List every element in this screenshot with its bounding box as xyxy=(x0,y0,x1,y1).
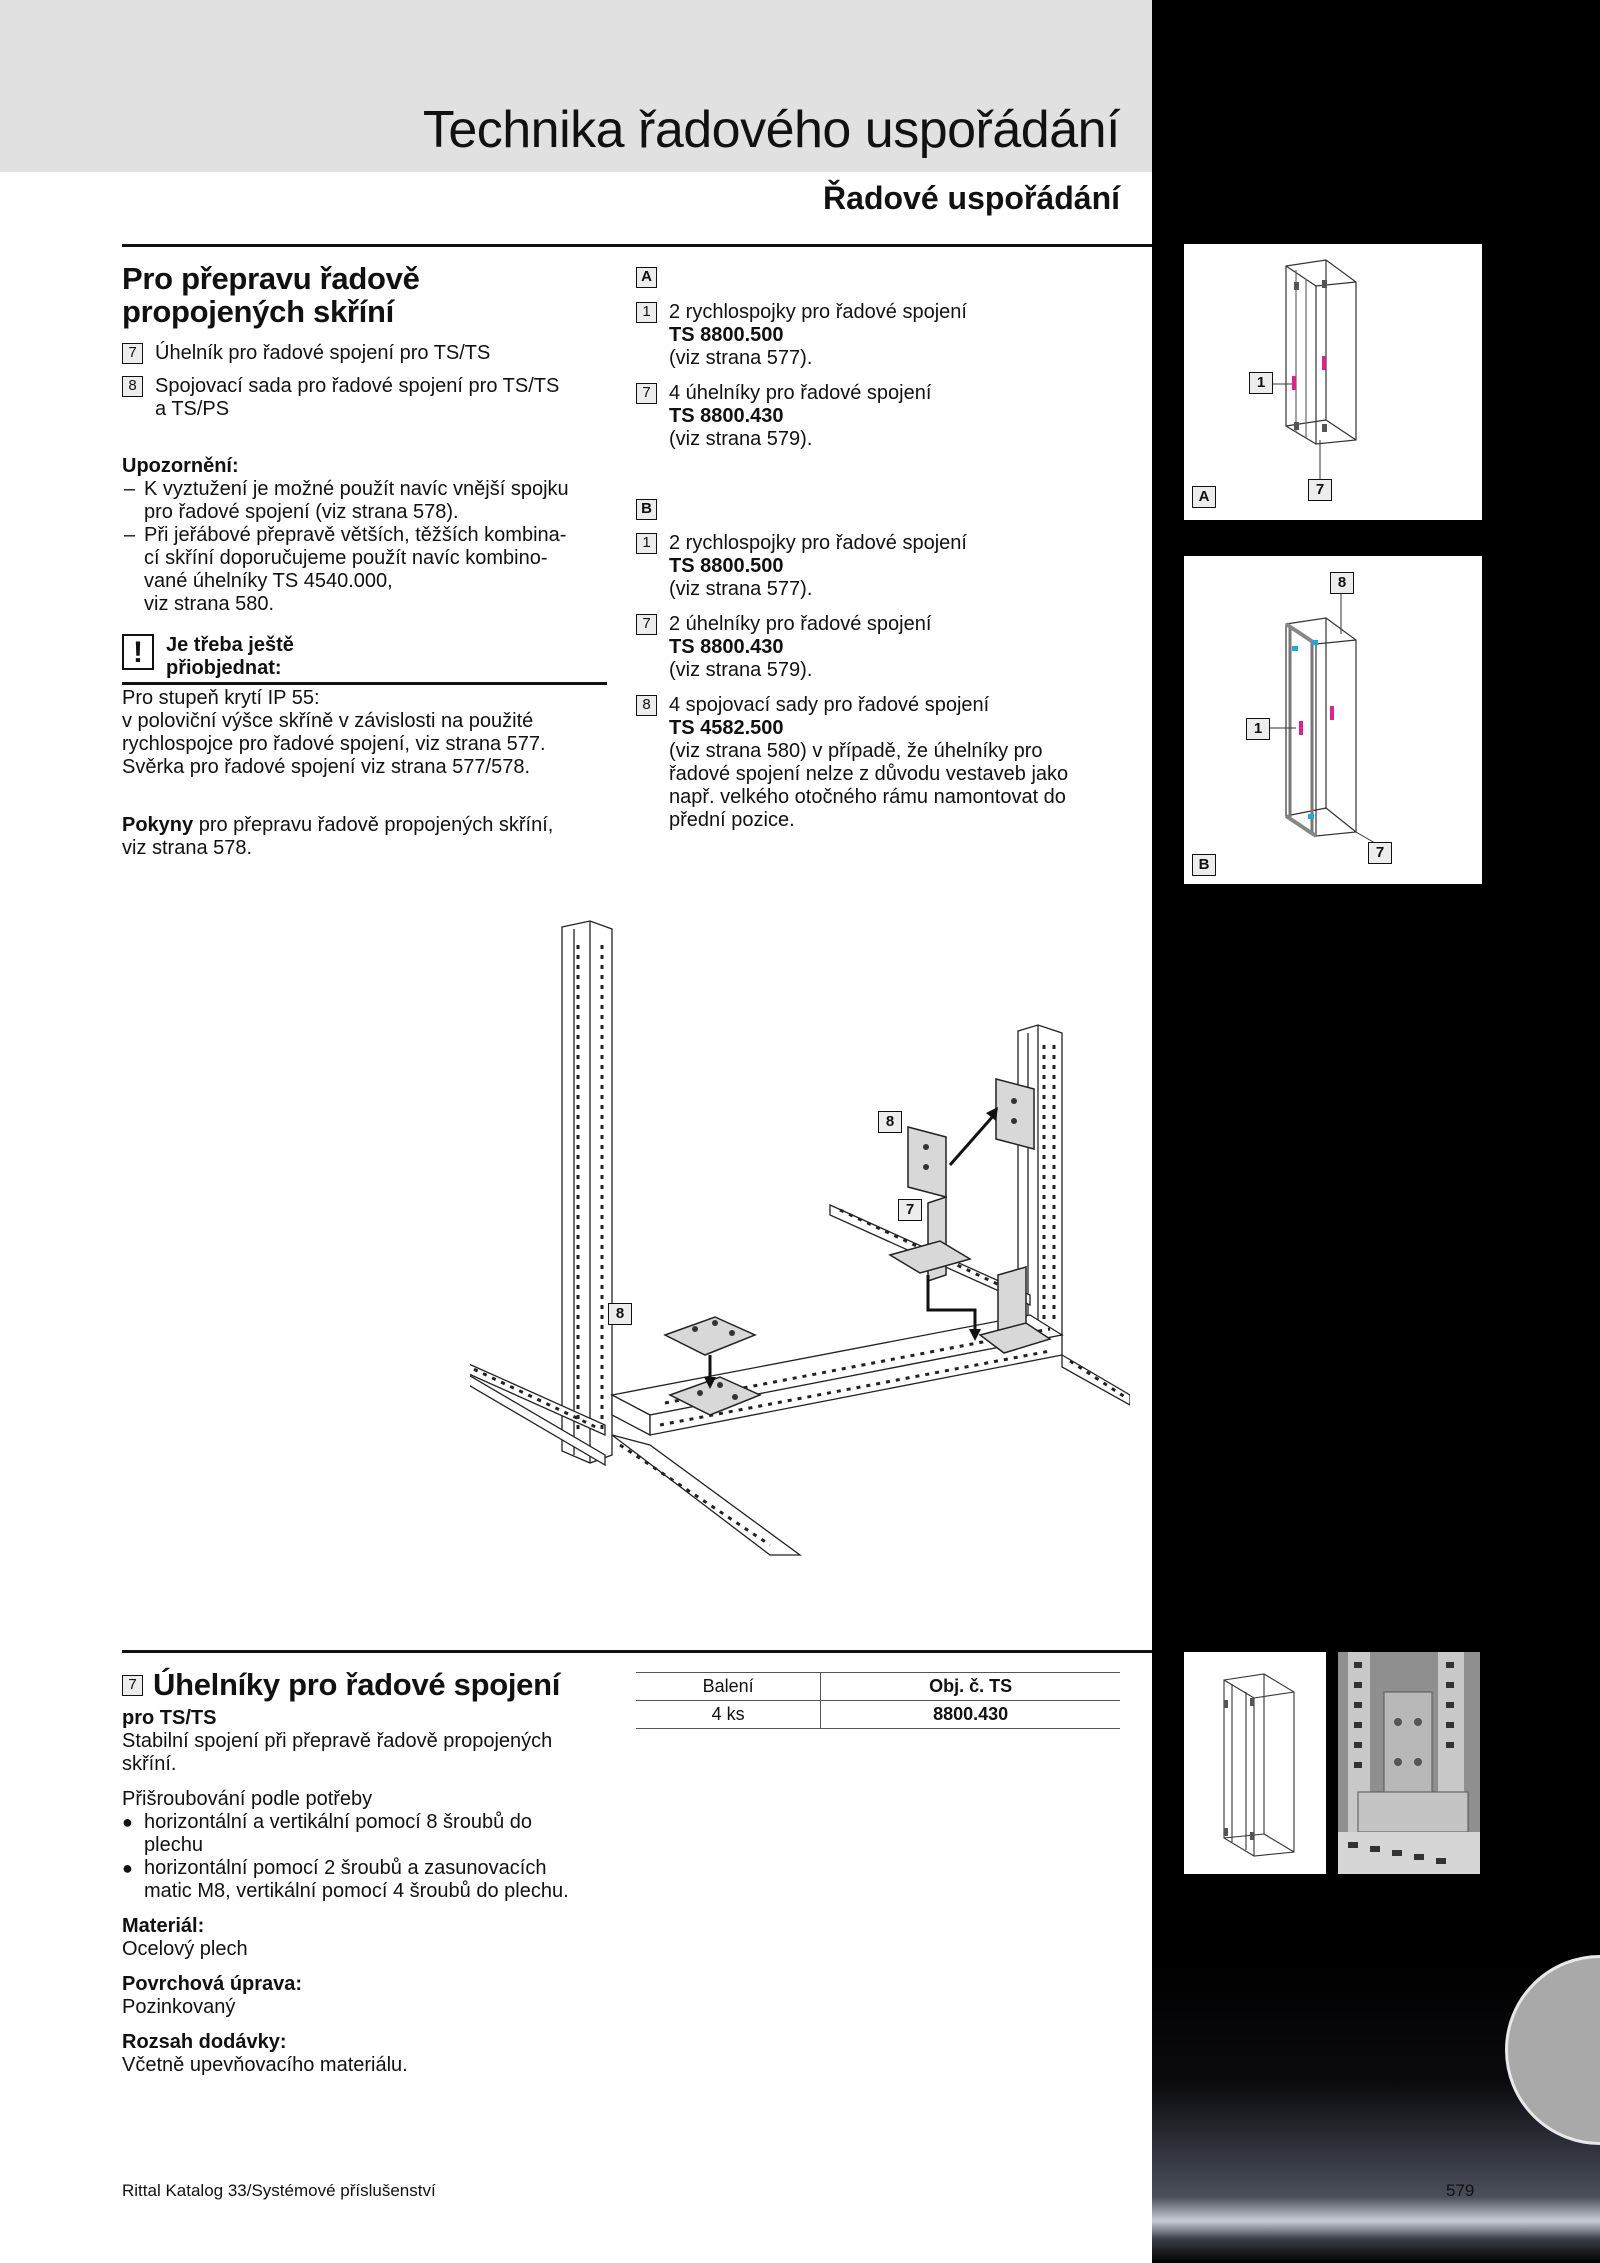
ip-text: Pro stupeň krytí IP 55: v poloviční výšce skříně v závislosti na použité rychlospojce pro řadové spojení, viz strana 577. Svěrka pro řadové spojení viz strana 577/578. xyxy=(122,687,546,778)
product-number: 7 xyxy=(122,1675,143,1696)
product-subheading: pro TS/TS xyxy=(122,1707,217,1729)
order-table xyxy=(636,1672,1120,1729)
warning-box: ! Je třeba ještě přiobjednat: xyxy=(122,634,607,685)
footer-catalog: Rittal Katalog 33/Systémové příslušenství xyxy=(122,2181,436,2200)
callout-label: 8 xyxy=(608,1303,632,1325)
list-item: 7 4 úhelníky pro řadové spojení TS 8800.430 (viz strana 579). xyxy=(636,382,1136,451)
list-item: 1 2 rychlospojky pro řadové spojení TS 8800.500 (viz strana 577). xyxy=(636,532,1136,601)
list-item: 1 2 rychlospojky pro řadové spojení TS 8800.500 (viz strana 577). xyxy=(636,301,1136,370)
page-subtitle: Řadové uspořádání xyxy=(823,180,1120,216)
callout-label: 8 xyxy=(878,1111,902,1133)
callout-label: 7 xyxy=(898,1199,922,1221)
page-number: 579 xyxy=(1446,2181,1475,2200)
callout-label: 1 xyxy=(1249,372,1273,394)
table-cell: 4 ks xyxy=(636,1701,821,1729)
thumbnail-diagram xyxy=(1184,1652,1326,1874)
pokyny-text: Pokyny pro přepravu řadově propojených skříní, viz strana 578. xyxy=(122,814,554,859)
panel-label-b: B xyxy=(1192,854,1216,876)
callout-label: 1 xyxy=(1246,718,1270,740)
assembly-illustration xyxy=(470,915,1130,1605)
panel-label-a: A xyxy=(1192,486,1216,508)
frame-assembly-diagram xyxy=(470,915,1130,1605)
table-cell: 8800.430 xyxy=(821,1701,1120,1729)
diagram-panel-a xyxy=(1184,244,1482,520)
mount-list xyxy=(122,1811,622,1903)
list-item: – Při jeřábové přepravě větších, těžších kombina- cí skříní doporučujeme použít navíc kombino- vané úhelníky TS 4540.000, viz strana 580. xyxy=(124,524,567,615)
exclamation-icon: ! xyxy=(122,634,154,670)
diagram-panel-b xyxy=(1184,556,1482,884)
left-column xyxy=(122,262,607,860)
list-item: – K vyztužení je možné použít navíc vnější spojku pro řadové spojení (viz strana 578). xyxy=(124,478,569,523)
table-row xyxy=(636,1701,1120,1729)
divider-top xyxy=(122,244,1152,247)
divider-mid xyxy=(122,1650,1152,1653)
callout-label: 7 xyxy=(1368,842,1392,864)
section-heading: Pro přepravu řadově propojených skříní xyxy=(122,261,420,329)
table-header-row xyxy=(636,1673,1120,1701)
item-number: 8 xyxy=(122,376,143,397)
callout-label: 7 xyxy=(1308,479,1332,501)
group-a-label: A xyxy=(636,267,657,288)
note-list xyxy=(122,478,607,616)
product-section: 7 Úhelníky pro řadové spojení pro TS/TS Stabilní spojení při přepravě řadově propojených skříní. Přišroubování podle potřeby ● horizontální a vertikální pomocí 8 šroubů do plechu ● horizontální pomocí 2 šroubů a zasunovacích matic M8, vertikální pomocí 4 šroubů do plechu. Materiál: Ocelový plech Povrchová úprava: Pozinkovaný Rozsah dodávky: Včetně upevňovacího materiálu. xyxy=(122,1668,622,2077)
callout-label: 8 xyxy=(1330,572,1354,594)
list-item: ● horizontální pomocí 2 šroubů a zasunovacích matic M8, vertikální pomocí 4 šroubů do plechu. xyxy=(122,1857,569,1902)
group-b-label: B xyxy=(636,499,657,520)
list-item: ● horizontální a vertikální pomocí 8 šroubů do plechu xyxy=(122,1811,532,1856)
cabinet-thumbnail xyxy=(1184,1652,1326,1874)
cabinet-diagram-a xyxy=(1184,244,1482,520)
list-item: 7 Úhelník pro řadové spojení pro TS/TS xyxy=(122,342,607,365)
list-item: 8 4 spojovací sady pro řadové spojení TS 4582.500 (viz strana 580) v případě, že úhelníky pro řadové spojení nelze z důvodu vestaveb jako např. velkého otočného rámu namontovat do přední pozice. xyxy=(636,694,1136,832)
list-item: 8 Spojovací sada pro řadové spojení pro TS/TS a TS/PS xyxy=(122,375,607,421)
product-heading: Úhelníky pro řadové spojení xyxy=(153,1667,561,1702)
bracket-photo xyxy=(1338,1652,1480,1874)
page-title: Technika řadového uspořádání xyxy=(422,101,1120,159)
cabinet-diagram-b xyxy=(1184,556,1482,884)
list-item: 7 2 úhelníky pro řadové spojení TS 8800.430 (viz strana 579). xyxy=(636,613,1136,682)
product-photo xyxy=(1338,1652,1480,1874)
table-header: Obj. č. TS xyxy=(821,1673,1120,1701)
item-number: 7 xyxy=(122,343,143,364)
table-header: Balení xyxy=(636,1673,821,1701)
note-heading: Upozornění: xyxy=(122,455,239,477)
middle-column xyxy=(636,266,1136,832)
